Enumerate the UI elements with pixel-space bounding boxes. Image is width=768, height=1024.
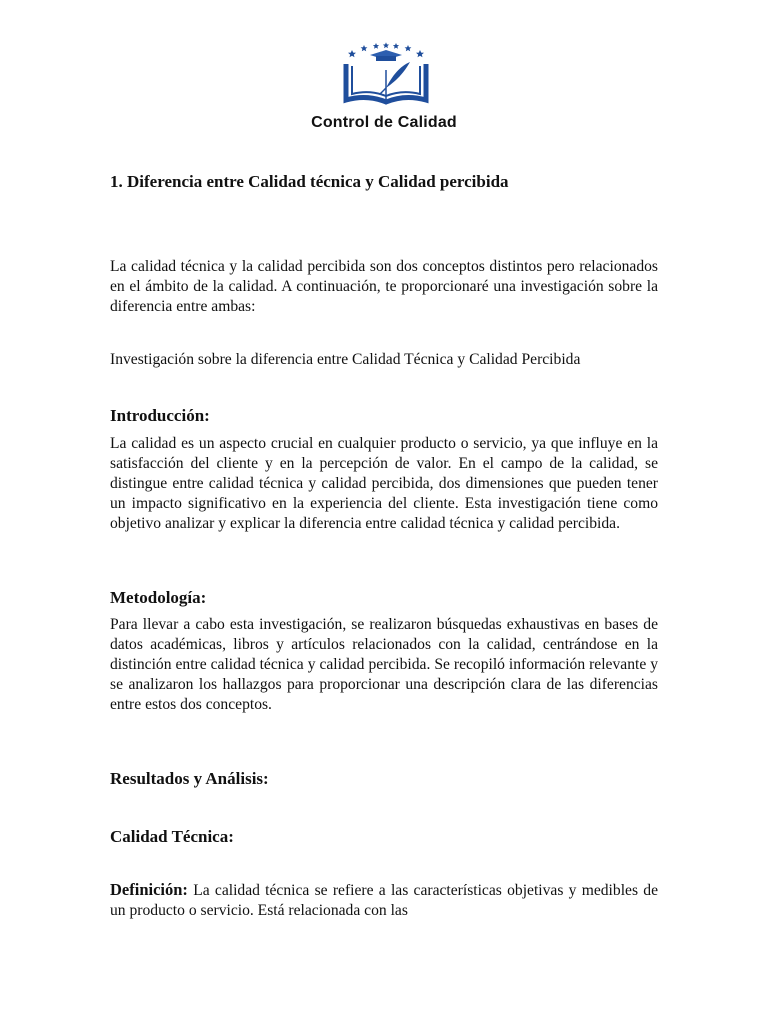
institution-logo — [340, 40, 432, 106]
introduccion-paragraph: La calidad es un aspecto crucial en cualquier producto o servicio, ya que influye en la satisfacción del cliente y en la percepción de valor. En el campo de la calidad, se distingue entre calidad técnica y calidad percibida, dos dimensiones que pueden tener un impacto significativo en la experiencia del cliente. Esta investigación tiene como objetivo analizar y explicar la diferencia entre calidad técnica y calidad percibida. — [110, 435, 658, 532]
definicion-paragraph — [110, 880, 658, 921]
intro-paragraph: La calidad técnica y la calidad percibida son dos conceptos distintos pero relacionados en el ámbito de la calidad. A continuación, te proporcionaré una investigación sobre la diferencia entre ambas: — [110, 258, 658, 315]
metodologia-heading: Metodología: — [110, 588, 207, 607]
introduccion-heading: Introducción: — [110, 406, 210, 425]
resultados-heading: Resultados y Análisis: — [110, 769, 269, 788]
book-graduation-cap-quill-icon — [340, 40, 432, 106]
investigation-subtitle: Investigación sobre la diferencia entre Calidad Técnica y Calidad Percibida — [110, 351, 581, 368]
document-title: Control de Calidad — [311, 114, 457, 131]
calidad-tecnica-heading: Calidad Técnica: — [110, 827, 234, 846]
metodologia-paragraph: Para llevar a cabo esta investigación, se realizaron búsquedas exhaustivas en bases de datos académicas, libros y artículos relacionados con la calidad, centrándose en la distinción entre calidad técnica y calidad percibida. Se recopiló información relevante y se analizaron los hallazgos para proporcionar una descripción clara de las diferencias entre estos dos conceptos. — [110, 616, 658, 713]
definicion-label: Definición: — [110, 880, 188, 899]
definicion-text: La calidad técnica se refiere a las características objetivas y medibles de un producto o servicio. Está relacionada con las — [110, 882, 658, 919]
section-heading: 1. Diferencia entre Calidad técnica y Calidad percibida — [110, 172, 509, 191]
